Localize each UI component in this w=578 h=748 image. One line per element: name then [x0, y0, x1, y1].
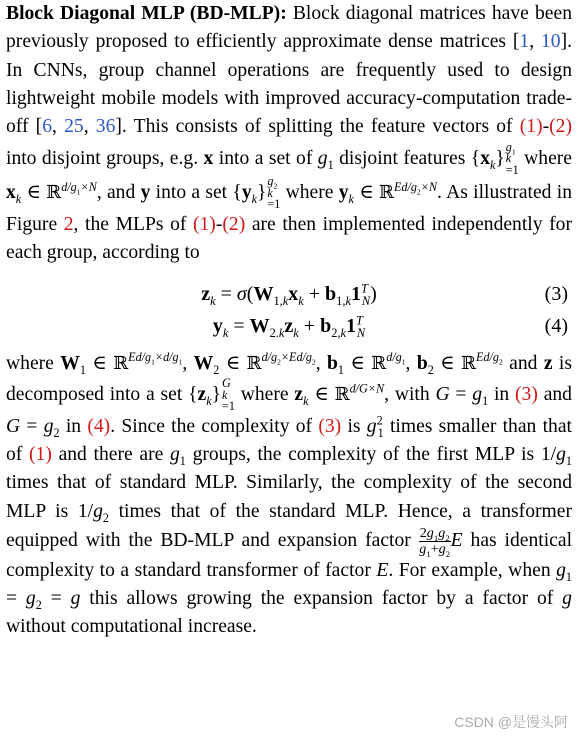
math-E: E: [376, 559, 389, 581]
citation-36[interactable]: 36: [95, 116, 116, 138]
citation-10[interactable]: 10: [540, 31, 561, 53]
equation-3: [6, 276, 572, 312]
math-zk-in-r: $z_k$ ∈ ℝ$^{d/G\times N}$: [294, 381, 385, 408]
math-1-over-g1: $1/g_1$: [540, 444, 572, 468]
math-xk-set: $\{x_k\}$ $g_1$ k =1: [470, 139, 519, 177]
math-g1: $g_1$: [317, 147, 334, 172]
math-x: x: [203, 147, 214, 169]
equation-ref-2[interactable]: (2): [549, 116, 573, 138]
equation-3-number: (3): [544, 282, 568, 305]
equation-ref-1[interactable]: (1): [519, 116, 543, 138]
math-yk-in-r: $y_k$ ∈ ℝ$^{Ed/g_2\times N}$: [338, 179, 437, 207]
equation-4-number: (4): [544, 314, 568, 337]
watermark: CSDN @是馒头阿: [454, 714, 568, 730]
equation-3-body: $z_k = \sigma(W_{1,k}x_k + b_{1,k}1^T_N)$: [201, 281, 377, 308]
equation-ref-1c[interactable]: (1): [29, 444, 52, 466]
equation-ref-3b[interactable]: (3): [318, 415, 342, 437]
math-zk-set: $\{z_k\}$ G k =1: [188, 376, 235, 414]
equation-4: [6, 308, 572, 344]
citation-1[interactable]: 1: [519, 31, 530, 53]
math-g: g: [562, 588, 572, 610]
citation-25[interactable]: 25: [64, 116, 84, 138]
math-g1-squared: $g^2_1$: [366, 413, 384, 440]
math-1-over-g2: $1/g_2$: [77, 500, 109, 525]
equation-ref-1b[interactable]: (1): [192, 214, 216, 235]
math-g-eq-g1: $G = g_1$: [435, 383, 489, 408]
citation-6[interactable]: 6: [42, 116, 52, 138]
section-heading: Block Diagonal MLP (BD-MLP):: [6, 3, 287, 24]
paragraph-bd-mlp-intro: Block Diagonal MLP (BD-MLP): Block diagonal matrices have been previously proposed to efficiently approximate dense matrices [1, 10]. In CNNs, group channel operations are frequently used to design lightweight mobile models with improved accuracy-computation trade-off [6, 25, 36]. This consists of splitting the feature vectors of (1)-(2) into disjoint groups, e.g. x into a set of $g_1$ disjoint features $\{x_k\}$ $g_1$ k =1 where $x_k$ ∈ ℝ$^{d/g_1\times N}$, and y into a set $\{y_k\}$ $g_2$ k =1 where $y_k$ ∈ ℝ$^{Ed/g_2\times N}$. As illustrated in Figure 2, the MLPs of (1)-(2) are then implemented independently for each group, according to: [6, 3, 573, 264]
equation-ref-2b[interactable]: (2): [222, 214, 246, 235]
math-y: y: [140, 182, 151, 204]
equation-ref-4[interactable]: (4): [87, 415, 111, 437]
math-expansion-fraction: $\frac{2g_1g_2}{g_1+g_2}$ E: [419, 525, 463, 559]
math-g-eq-g2: $G = g_2$: [6, 415, 60, 440]
page: [6, 0, 572, 642]
math-g1-eq-g2-eq-g: $g_1 = g_2 = g$: [6, 559, 572, 612]
figure-ref-2[interactable]: 2: [63, 214, 74, 235]
math-g1b: $g_1$: [170, 444, 186, 468]
math-w1-w2-b1-b2: $W_1$ ∈ ℝ$^{Ed/g_1\times d/g_1}$, $W_2$ ∈ ℝ$^{d/g_2\times Ed/g_2}$, $b_1$ ∈ ℝ$^{d/g_1}$, $b_2$ ∈ ℝ$^{Ed/g_2}$: [60, 350, 503, 377]
equation-ref-3[interactable]: (3): [515, 383, 538, 405]
math-z: z: [543, 352, 553, 374]
equation-4-body: $y_k = W_{2.k}z_k + b_{2,k}1^T_N$: [212, 313, 366, 340]
paragraph-bd-mlp-complexity: where $W_1$ ∈ ℝ$^{Ed/g_1\times d/g_1}$, $W_2$ ∈ ℝ$^{d/g_2\times Ed/g_2}$, $b_1$ ∈ ℝ$^{d/g_1}$, $b_2$ ∈ ℝ$^{Ed/g_2}$ and z is decomposed into a set $\{z_k\}$ G k =1 where $z_k$ ∈ ℝ$^{d/G\times N}$, with $G = g_1$ in (3) and $G = g_2$ in (4). Since the complexity of (3) is $g^2_1$ times smaller than that of (1) and there are $g_1$ groups, the complexity of the first MLP is $1/g_1$ times that of standard MLP. Similarly, the complexity of the second MLP is $1/g_2$ times that of the standard MLP. Hence, a transformer equipped with the BD-MLP and expansion factor $\frac{2g_1g_2}{g_1+g_2}$ E has identical complexity to a standard transformer of factor E. For example, when $g_1 = g_2 = g$ this allows growing the expansion factor by a factor of g without computational increase.: [6, 350, 573, 638]
math-xk-in-r: $x_k$ ∈ ℝ$^{d/g_1\times N}$: [6, 179, 97, 207]
math-yk-set: $\{y_k\}$ $g_2$ k =1: [232, 174, 281, 212]
